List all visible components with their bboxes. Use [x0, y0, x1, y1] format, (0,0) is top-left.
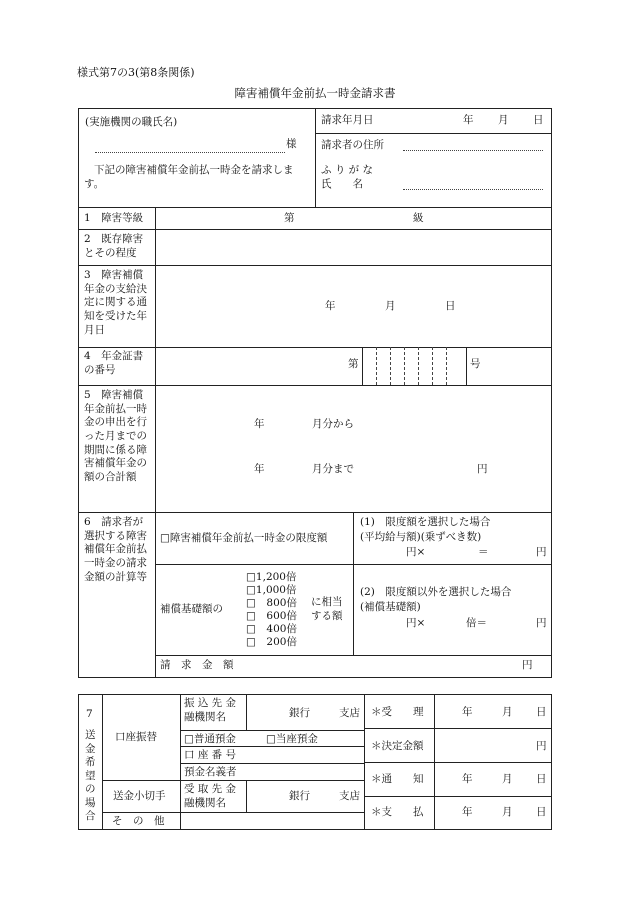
ordinary-deposit-checkbox[interactable]: □普通預金: [184, 733, 236, 745]
case2-bai: 倍＝: [466, 617, 487, 629]
dest-bank: 銀行: [289, 707, 310, 719]
payment-label: ＊支 払: [371, 806, 424, 818]
case2-sub: (補償基礎額): [360, 601, 421, 613]
row3-label: 3 障害補償年金の支給決定に関する通知を受けた年月日: [84, 269, 147, 336]
case1-yen: 円: [536, 546, 547, 558]
date-year: 年: [463, 114, 474, 126]
account-holder-label: 預金名義者: [184, 766, 237, 778]
decision-label: ＊決定金額: [371, 740, 424, 752]
mult-400[interactable]: □ 400倍: [246, 623, 297, 635]
furigana-label: ふ り が な: [321, 164, 374, 176]
mult-200[interactable]: □ 200倍: [246, 636, 297, 648]
institution-label: (実施機関の職氏名): [85, 116, 178, 128]
notice-day: 日: [536, 773, 547, 785]
account-number-label: 口 座 番 号: [184, 749, 237, 761]
row2-label: 2 既存障害とその程度: [84, 233, 144, 259]
case1-eq: ＝: [478, 546, 489, 558]
notice-month: 月: [502, 773, 513, 785]
address-field[interactable]: [403, 150, 543, 151]
row1-label: 1 障害等級: [84, 212, 144, 224]
notice-label: ＊通 知: [371, 773, 424, 785]
other-label: そ の 他: [112, 815, 165, 827]
mult-1000[interactable]: □1,000倍: [246, 584, 297, 596]
name-label: 氏 名: [321, 178, 363, 190]
honorific: 様: [286, 138, 297, 150]
mult-800[interactable]: □ 800倍: [246, 597, 297, 609]
notice-year: 年: [462, 773, 473, 785]
receipt-label: ＊受 理: [371, 706, 424, 718]
section-7-number: 7: [86, 708, 93, 720]
dest-branch: 支店: [339, 707, 360, 719]
dest-bank-label: 振 込 先 金融機関名: [184, 697, 237, 723]
row5-year-from: 年: [254, 418, 265, 430]
name-field[interactable]: [403, 189, 543, 190]
payment-year: 年: [462, 806, 473, 818]
case2-yen: 円: [536, 617, 547, 629]
row5-year-to: 年: [254, 463, 265, 475]
payment-month: 月: [502, 806, 513, 818]
total-label: 請 求 金 額: [160, 659, 234, 671]
case1-sub: (平均給与額)(乗ずべき数): [360, 531, 482, 543]
check-label: 送金小切手: [113, 790, 166, 802]
request-date-label: 請求年月日: [321, 114, 374, 126]
section-7-label: 送金希望の場合: [85, 729, 96, 822]
total-yen: 円: [522, 659, 533, 671]
case1-yen-x: 円×: [406, 546, 426, 558]
row4-dai: 第: [348, 358, 359, 370]
recv-bank: 銀行: [289, 790, 310, 802]
equiv-label: に相当する額: [311, 596, 343, 622]
transfer-label: 口座振替: [115, 731, 157, 743]
receipt-day: 日: [536, 706, 547, 718]
row6-label: 6 請求者が選択する障害補償年金前払一時金の請求金額の計算等: [84, 516, 147, 583]
case1-title: (1) 限度額を選択した場合: [360, 516, 491, 528]
case2-yen-x: 円×: [406, 617, 426, 629]
row3-month: 月: [385, 300, 396, 312]
address-label: 請求者の住所: [321, 139, 384, 151]
request-text: 下記の障害補償年金前払一時金を請求します。: [84, 164, 294, 190]
row1-kyu: 級: [413, 212, 424, 224]
receipt-month: 月: [502, 706, 513, 718]
recv-bank-label: 受 取 先 金融機関名: [184, 783, 237, 809]
row4-label: 4 年金証書の番号: [84, 350, 144, 376]
receipt-year: 年: [462, 706, 473, 718]
date-day: 日: [533, 114, 544, 126]
row3-day: 日: [445, 300, 456, 312]
row5-month-to: 月分まで: [312, 463, 354, 475]
current-deposit-checkbox[interactable]: □当座預金: [266, 733, 318, 745]
form-number: 様式第7の3(第8条関係): [77, 66, 195, 79]
decision-yen: 円: [536, 740, 547, 752]
payment-day: 日: [536, 806, 547, 818]
row1-dai: 第: [284, 212, 295, 224]
row4-go: 号: [470, 358, 481, 370]
row5-label: 5 障害補償年金前払一時金の申出を行った月までの期間に係る障害補償年金の額の合計額: [84, 389, 147, 483]
page-title: 障害補償年金前払一時金請求書: [234, 86, 396, 100]
base-amount-label: 補償基礎額の: [160, 603, 223, 615]
limit-checkbox[interactable]: □障害補償年金前払一時金の限度額: [160, 532, 328, 544]
row5-yen: 円: [477, 463, 488, 475]
mult-600[interactable]: □ 600倍: [246, 610, 297, 622]
mult-1200[interactable]: □1,200倍: [246, 571, 297, 583]
institution-name-field[interactable]: [95, 152, 285, 153]
case2-title: (2) 限度額以外を選択した場合: [360, 586, 512, 598]
date-month: 月: [498, 114, 509, 126]
row3-year: 年: [325, 300, 336, 312]
recv-branch: 支店: [339, 790, 360, 802]
row5-month-from: 月分から: [312, 418, 354, 430]
